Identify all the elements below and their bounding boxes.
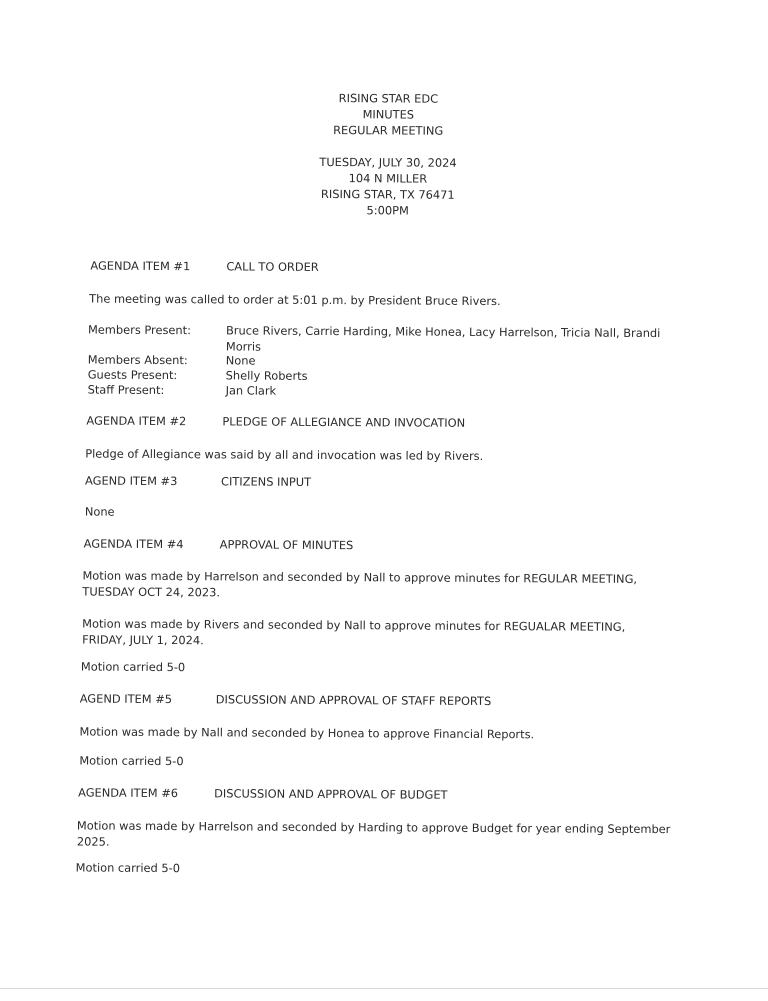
staff-reports-motion: Motion was made by Nall and seconded by Honea to approve Financial Reports. <box>79 724 535 742</box>
agenda-item-label: AGEND ITEM #3 <box>85 473 178 489</box>
agenda-item-1 <box>90 259 318 276</box>
minutes-motion-1-line1: Motion was made by Harrelson and seconded by Nall to approve minutes for REGULAR MEETING, <box>82 568 638 586</box>
staff-reports-carried: Motion carried 5-0 <box>79 753 184 769</box>
members-absent-value: None <box>225 353 256 368</box>
agenda-item-label: AGEND ITEM #5 <box>79 691 173 707</box>
members-absent-label: Members Absent: <box>87 352 188 368</box>
minutes-motion-1-line2: TUESDAY OCT 24, 2023. <box>82 584 221 599</box>
agenda-item-title: DISCUSSION AND APPROVAL OF BUDGET <box>214 786 448 802</box>
doc-type: MINUTES <box>362 107 415 122</box>
members-present-line1: Bruce Rivers, Carrie Harding, Mike Honea, Lacy Harrelson, Tricia Nall, Brandi <box>225 323 661 341</box>
agenda-item-title: DISCUSSION AND APPROVAL OF STAFF REPORTS <box>215 692 492 709</box>
minutes-motion-1 <box>82 569 637 603</box>
agenda-item-title: PLEDGE OF ALLEGIANCE AND INVOCATION <box>222 414 466 430</box>
document-header <box>0 88 768 221</box>
budget-motion-line2: 2025. <box>76 833 110 849</box>
budget-motion-line1: Motion was made by Harrelson and seconded by Harding to approve Budget for year ending September <box>76 818 671 837</box>
agenda-item-5 <box>80 692 492 710</box>
minutes-motion-2-line2: FRIDAY, JULY 1, 2024. <box>82 632 204 647</box>
members-present-label: Members Present: <box>87 322 192 338</box>
agenda-item-2 <box>86 414 465 432</box>
guests-value: Shelly Roberts <box>225 368 308 383</box>
agenda-item-title: CITIZENS INPUT <box>221 474 312 489</box>
agenda-item-title: APPROVAL OF MINUTES <box>219 537 354 553</box>
budget-motion <box>77 818 671 853</box>
staff-label: Staff Present: <box>87 382 165 398</box>
meeting-date: TUESDAY, JULY 30, 2024 <box>319 154 457 170</box>
agenda-item-title: CALL TO ORDER <box>226 259 319 274</box>
guests-label: Guests Present: <box>87 367 178 383</box>
agenda-item-label: AGENDA ITEM #4 <box>83 536 184 552</box>
meeting-city: RISING STAR, TX 76471 <box>320 186 455 202</box>
scan-edge-line <box>0 988 768 989</box>
agenda-item-6 <box>78 785 447 803</box>
agenda-item-3 <box>85 474 311 491</box>
minutes-carried: Motion carried 5-0 <box>80 659 186 675</box>
agenda-item-label: AGENDA ITEM #2 <box>86 413 187 429</box>
meeting-address: 104 N MILLER <box>348 171 428 186</box>
citizens-input-text: None <box>84 504 115 519</box>
staff-value: Jan Clark <box>225 383 277 398</box>
minutes-motion-2-line1: Motion was made by Rivers and seconded by Nall to approve minutes for REGUALAR MEETING, <box>82 616 626 634</box>
members-present-line2: Morris <box>225 338 261 354</box>
call-to-order-text: The meeting was called to order at 5:01 p.m. by President Bruce Rivers. <box>89 291 501 309</box>
agenda-item-label: AGENDA ITEM #1 <box>90 258 191 274</box>
meeting-type: REGULAR MEETING <box>333 123 444 138</box>
budget-carried: Motion carried 5-0 <box>75 860 181 876</box>
pledge-text: Pledge of Allegiance was said by all and invocation was led by Rivers. <box>85 446 484 463</box>
minutes-motion-2 <box>82 617 625 651</box>
meeting-time: 5:00PM <box>366 203 409 218</box>
agenda-item-4 <box>84 537 354 554</box>
members-present-value <box>226 323 676 357</box>
agenda-item-label: AGENDA ITEM #6 <box>78 785 179 801</box>
org-name: RISING STAR EDC <box>338 91 439 106</box>
